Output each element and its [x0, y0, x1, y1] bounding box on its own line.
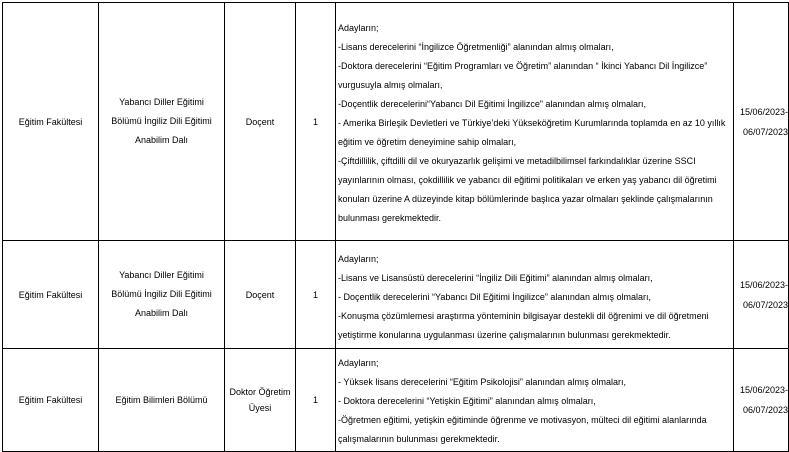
- title-cell: [225, 3, 296, 241]
- date-cell: [734, 241, 789, 349]
- requirement-line: -Lisans ve Lisansüstü derecelerini “İngiliz Dili Eğitimi” alanından almış olmaları,: [338, 273, 653, 283]
- count-text: 1: [312, 395, 318, 405]
- requirement-line: - Amerika Birleşik Devletleri ve Türkiye’deki Yükseköğretim Kurumlarında toplamda en az 10 yıllık: [338, 118, 726, 128]
- date-start: 15/06/2023-: [739, 106, 788, 117]
- requirement-line: -Doçentlik derecelerini“Yabancı Dil Eğitimi İngilizce” alanından almış olmaları,: [338, 99, 646, 109]
- requirement-line: -Çiftdillilik, çiftdilli dil ve okuryazarlık gelişimi ve metadilbilimsel farkındalıklar üzerine SSCI: [338, 156, 696, 166]
- date-cell: [734, 349, 789, 452]
- requirement-line: Adayların;: [338, 358, 379, 368]
- faculty-text: Eğitim Fakültesi: [18, 289, 83, 300]
- date-start: 15/06/2023-: [739, 279, 788, 290]
- requirement-line: Adayların;: [338, 254, 379, 264]
- faculty-cell: [3, 349, 99, 452]
- requirement-line: -Konuşma çözümlemesi araştırma yönteminin bilgisayar destekli dil öğrenimi ve dil öğretmeni: [338, 311, 709, 321]
- faculty-cell: [3, 3, 99, 241]
- requirement-line: -Doktora derecelerini “Eğitim Programları ve Öğretim” alanından “ İkinci Yabancı Dil İngilizce”: [338, 61, 708, 71]
- requirement-line: vurgusuyla almış olmaları,: [338, 80, 443, 90]
- date-end: 06/07/2023: [742, 405, 788, 415]
- department-line: Anabilim Dalı: [134, 135, 189, 145]
- requirements-cell: [336, 241, 734, 349]
- faculty-cell: [3, 241, 99, 349]
- date-end: 06/07/2023: [742, 126, 788, 137]
- department-line: Yabancı Diller Eğitimi: [119, 97, 204, 107]
- faculty-text: Eğitim Fakültesi: [18, 395, 83, 405]
- requirement-line: - Doktora derecelerini “Yetişkin Eğitimi” alanından almış olmaları,: [338, 396, 596, 406]
- requirement-line: yayınlarının olması, çokdillilik ve yabancı dil eğitimi politikaları ve erken yaş yabancı dil öğretimi: [338, 175, 717, 185]
- count-cell: [296, 349, 336, 452]
- count-text: 1: [312, 116, 318, 127]
- table-row: [3, 3, 789, 241]
- requirement-line: - Yüksek lisans derecelerini “Eğitim Psikolojisi” alanından almış olmaları,: [338, 377, 626, 387]
- position-table: [2, 2, 789, 452]
- department-cell: [99, 241, 225, 349]
- requirement-line: çalışmalarının bulunması gerekmektedir.: [338, 434, 500, 444]
- requirements-cell: [336, 3, 734, 241]
- requirement-line: eğitim ve öğretim deneyimine sahip olmaları,: [338, 137, 517, 147]
- date-end: 06/07/2023: [742, 299, 788, 310]
- title-line: Doçent: [245, 116, 275, 127]
- title-line: Doçent: [245, 289, 275, 300]
- department-cell: [99, 349, 225, 452]
- title-cell: [225, 241, 296, 349]
- department-line: Bölümü İngiliz Dili Eğitimi: [111, 116, 212, 126]
- date-cell: [734, 3, 789, 241]
- requirement-line: -Lisans derecelerini “İngilizce Öğretmenliği” alanından almış olmaları,: [338, 42, 614, 52]
- count-cell: [296, 241, 336, 349]
- requirement-line: -Öğretmen eğitimi, yetişkin eğitiminde öğrenme ve motivasyon, mülteci dil eğitimi alanlarında: [338, 415, 707, 425]
- requirement-line: yetiştirme konularına uygulanması üzerine çalışmalarının bulunması gerekmektedir.: [338, 330, 671, 340]
- department-line: Eğitim Bilimleri Bölümü: [115, 394, 208, 405]
- count-cell: [296, 3, 336, 241]
- date-start: 15/06/2023-: [739, 385, 788, 395]
- department-line: Bölümü İngiliz Dili Eğitimi: [111, 289, 212, 299]
- requirement-line: Adayların;: [338, 23, 379, 33]
- title-line: Üyesi: [248, 403, 272, 413]
- requirement-line: bulunması gerekmektedir.: [338, 213, 442, 223]
- table-row: [3, 241, 789, 349]
- faculty-text: Eğitim Fakültesi: [18, 116, 83, 127]
- table-row: [3, 349, 789, 452]
- department-line: Yabancı Diller Eğitimi: [119, 270, 204, 280]
- department-line: Anabilim Dalı: [134, 308, 189, 318]
- title-line: Doktor Öğretim: [229, 387, 291, 397]
- department-cell: [99, 3, 225, 241]
- requirement-line: konuları üzerine A düzeyinde kitap bölümlerinde başlıca yazar olmaları şeklinde çalışmalarının: [338, 194, 713, 204]
- count-text: 1: [312, 289, 318, 300]
- title-cell: [225, 349, 296, 452]
- requirements-cell: [336, 349, 734, 452]
- requirement-line: - Doçentlik derecelerini “Yabancı Dil Eğitimi İngilizce” alanından almış olmaları,: [338, 292, 651, 302]
